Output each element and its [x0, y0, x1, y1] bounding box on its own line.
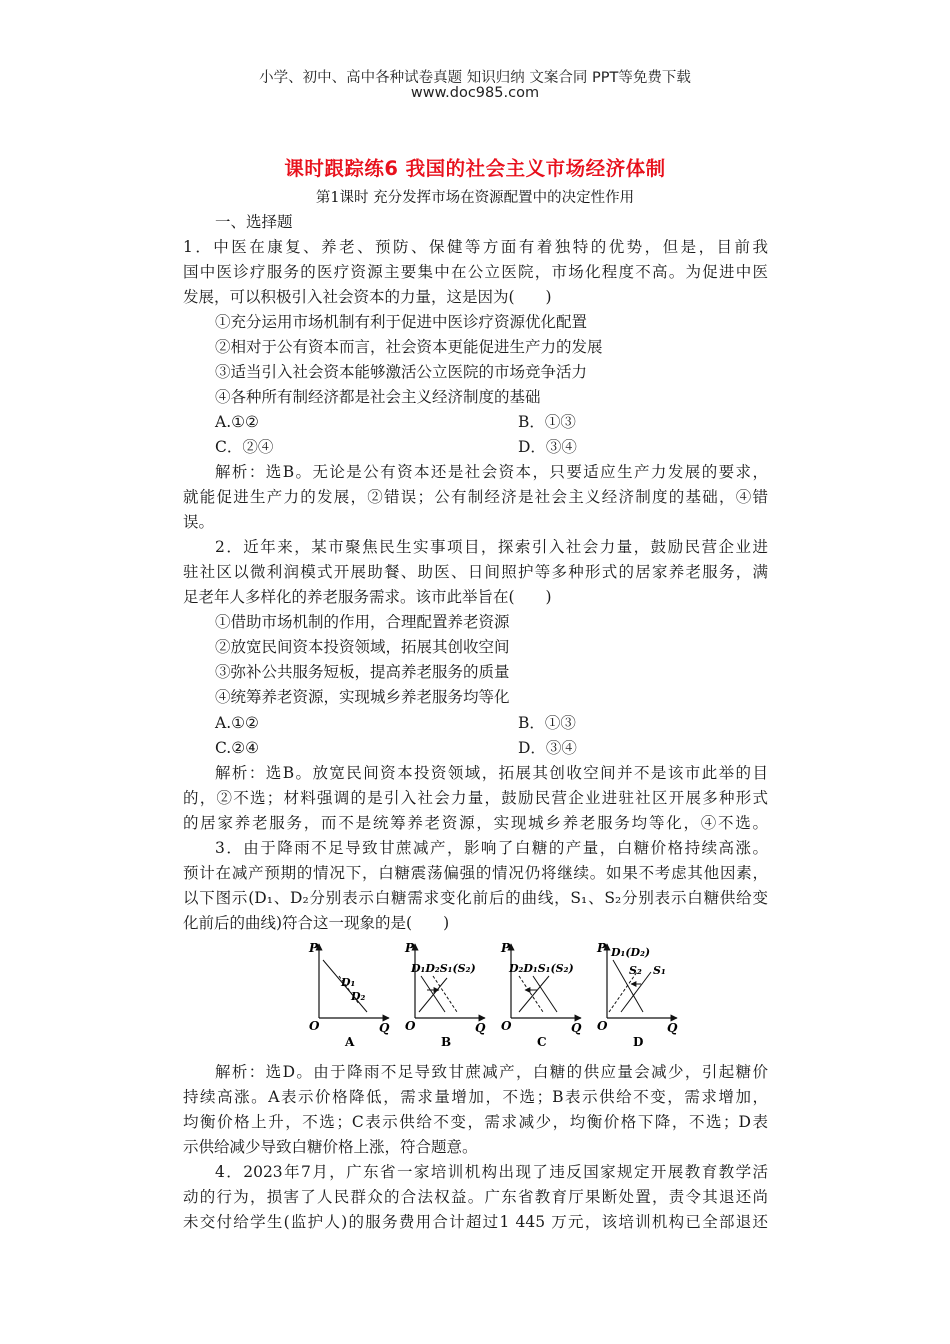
q3-analysis-line-2: 持续高涨。A表示价格降低，需求量增加，不选；B表示供给不变，需求增加，	[183, 1088, 768, 1106]
caption-d: D	[633, 1035, 644, 1049]
q2-item-3: ③弥补公共服务短板，提高养老服务的质量	[215, 663, 510, 681]
axis-q-label: Q	[475, 1021, 486, 1035]
q2-option-d: D．③④	[518, 739, 577, 757]
axis-q-label: Q	[667, 1021, 678, 1035]
q1-stem-line-1: 1．中医在康复、养老、预防、保健等方面有着独特的优势，但是，目前我	[183, 238, 768, 256]
panel-b	[404, 941, 486, 1049]
q3-stem-line-2: 预计在减产预期的情况下，白糖震荡偏强的情况仍将继续。如果不考虑其他因素，	[183, 864, 768, 882]
panel-c	[500, 941, 582, 1049]
panel-a	[308, 941, 390, 1049]
panel-d	[596, 941, 678, 1049]
q2-stem-line-1: 2．近年来，某市聚焦民生实事项目，探索引入社会力量，鼓励民营企业进	[215, 538, 768, 556]
q3-analysis-line-4: 示供给减少导致白糖价格上涨，符合题意。	[183, 1138, 478, 1156]
header-line-1: 小学、初中、高中各种试卷真题 知识归纳 文案合同 PPT等免费下载	[259, 70, 691, 86]
q2-stem-line-3: 足老年人多样化的养老服务需求。该市此举旨在( )	[183, 588, 552, 606]
axis-q-label: Q	[379, 1021, 390, 1035]
supply-demand-figure	[305, 938, 685, 1054]
q2-option-a: A.①②	[215, 714, 259, 732]
q2-item-4: ④统筹养老资源，实现城乡养老服务均等化	[215, 688, 510, 706]
q2-analysis-line-2: 的，②不选；材料强调的是引入社会力量，鼓励民营企业进驻社区开展多种形式	[183, 789, 768, 807]
q2-stem-line-2: 驻社区以微利润模式开展助餐、助医、日间照护等多种形式的居家养老服务，满	[183, 563, 768, 581]
q1-analysis-line-2: 就能促进生产力的发展，②错误；公有制经济是社会主义经济制度的基础，④错	[183, 488, 768, 506]
q4-stem-line-1: 4．2023年7月，广东省一家培训机构出现了违反国家规定开展教育教学活	[215, 1163, 768, 1181]
q3-stem-line-3: 以下图示(D₁、D₂分别表示白糖需求变化前后的曲线，S₁、S₂分别表示白糖供给变	[183, 889, 768, 907]
q1-item-4: ④各种所有制经济都是社会主义经济制度的基础	[215, 388, 541, 406]
page-title: 课时跟踪练6 我国的社会主义市场经济体制	[284, 157, 666, 180]
label-s2: S₂	[629, 964, 642, 977]
q3-stem-line-4: 化前后的曲线)符合这一现象的是( )	[183, 914, 450, 932]
q2-option-b: B．①③	[518, 714, 576, 732]
q2-analysis-line-1: 解析：选B。放宽民间资本投资领域，拓展其创收空间并不是该市此举的目	[215, 764, 768, 782]
q1-analysis-line-1: 解析：选B。无论是公有资本还是社会资本，只要适应生产力发展的要求，	[215, 463, 768, 481]
axis-p-label: P	[501, 941, 511, 955]
axis-p-label: P	[405, 941, 415, 955]
q3-stem-line-1: 3．由于降雨不足导致甘蔗减产，影响了白糖的产量，白糖价格持续高涨。	[215, 839, 768, 857]
origin-label: O	[501, 1019, 512, 1033]
q2-item-1: ①借助市场机制的作用，合理配置养老资源	[215, 613, 510, 631]
supply-demand-graphs	[305, 938, 685, 1050]
label-d1: D₁	[341, 976, 356, 989]
origin-label: O	[597, 1019, 608, 1033]
section-heading: 一、选择题	[215, 213, 293, 231]
q1-option-c: C．②④	[215, 438, 274, 456]
caption-b: B	[441, 1035, 452, 1049]
q1-option-a: A.①②	[215, 413, 259, 431]
q3-analysis-line-3: 均衡价格上升，不选；C表示供给不变，需求减少，均衡价格下降，不选；D表	[183, 1113, 768, 1131]
q1-item-3: ③适当引入社会资本能够激活公立医院的市场竞争活力	[215, 363, 588, 381]
header-line-2[interactable]: www.doc985.com	[410, 85, 540, 101]
q3-analysis-line-1: 解析：选D。由于降雨不足导致甘蔗减产，白糖的供应量会减少，引起糖价	[215, 1063, 768, 1081]
caption-a: A	[345, 1035, 355, 1049]
q1-option-d: D．③④	[518, 438, 577, 456]
axis-q-label: Q	[571, 1021, 582, 1035]
axis-p-label: P	[309, 941, 319, 955]
origin-label: O	[405, 1019, 416, 1033]
q2-item-2: ②放宽民间资本投资领域，拓展其创收空间	[215, 638, 510, 656]
origin-label: O	[309, 1019, 320, 1033]
q1-stem-line-2: 国中医诊疗服务的医疗资源主要集中在公立医院，市场化程度不高。为促进中医	[183, 263, 768, 281]
q1-item-2: ②相对于公有资本而言，社会资本更能促进生产力的发展	[215, 338, 603, 356]
q1-analysis-line-3: 误。	[183, 513, 215, 531]
q4-stem-line-3: 未交付给学生(监护人)的服务费用合计超过1 445 万元，该培训机构已全部退还	[183, 1213, 768, 1231]
page-subtitle: 第1课时 充分发挥市场在资源配置中的决定性作用	[315, 190, 635, 206]
q1-item-1: ①充分运用市场机制有利于促进中医诊疗资源优化配置	[215, 313, 588, 331]
q2-analysis-line-3: 的居家养老服务，而不是统筹养老资源，实现城乡养老服务均等化，④不选。	[183, 814, 768, 832]
q4-stem-line-2: 动的行为，损害了人民群众的合法权益。广东省教育厅果断处置，责令其退还尚	[183, 1188, 768, 1206]
label-b: D₁D₂S₁(S₂)	[411, 962, 476, 975]
label-d2: D₂	[351, 990, 366, 1003]
axis-p-label: P	[597, 941, 607, 955]
q1-option-b: B．①③	[518, 413, 576, 431]
q1-stem-line-3: 发展，可以积极引入社会资本的力量，这是因为( )	[183, 288, 552, 306]
label-c: D₂D₁S₁(S₂)	[509, 962, 574, 975]
label-d-demand: D₁(D₂)	[611, 946, 651, 959]
q2-option-c: C.②④	[215, 739, 260, 757]
caption-c: C	[537, 1035, 547, 1049]
label-s1: S₁	[653, 964, 666, 977]
